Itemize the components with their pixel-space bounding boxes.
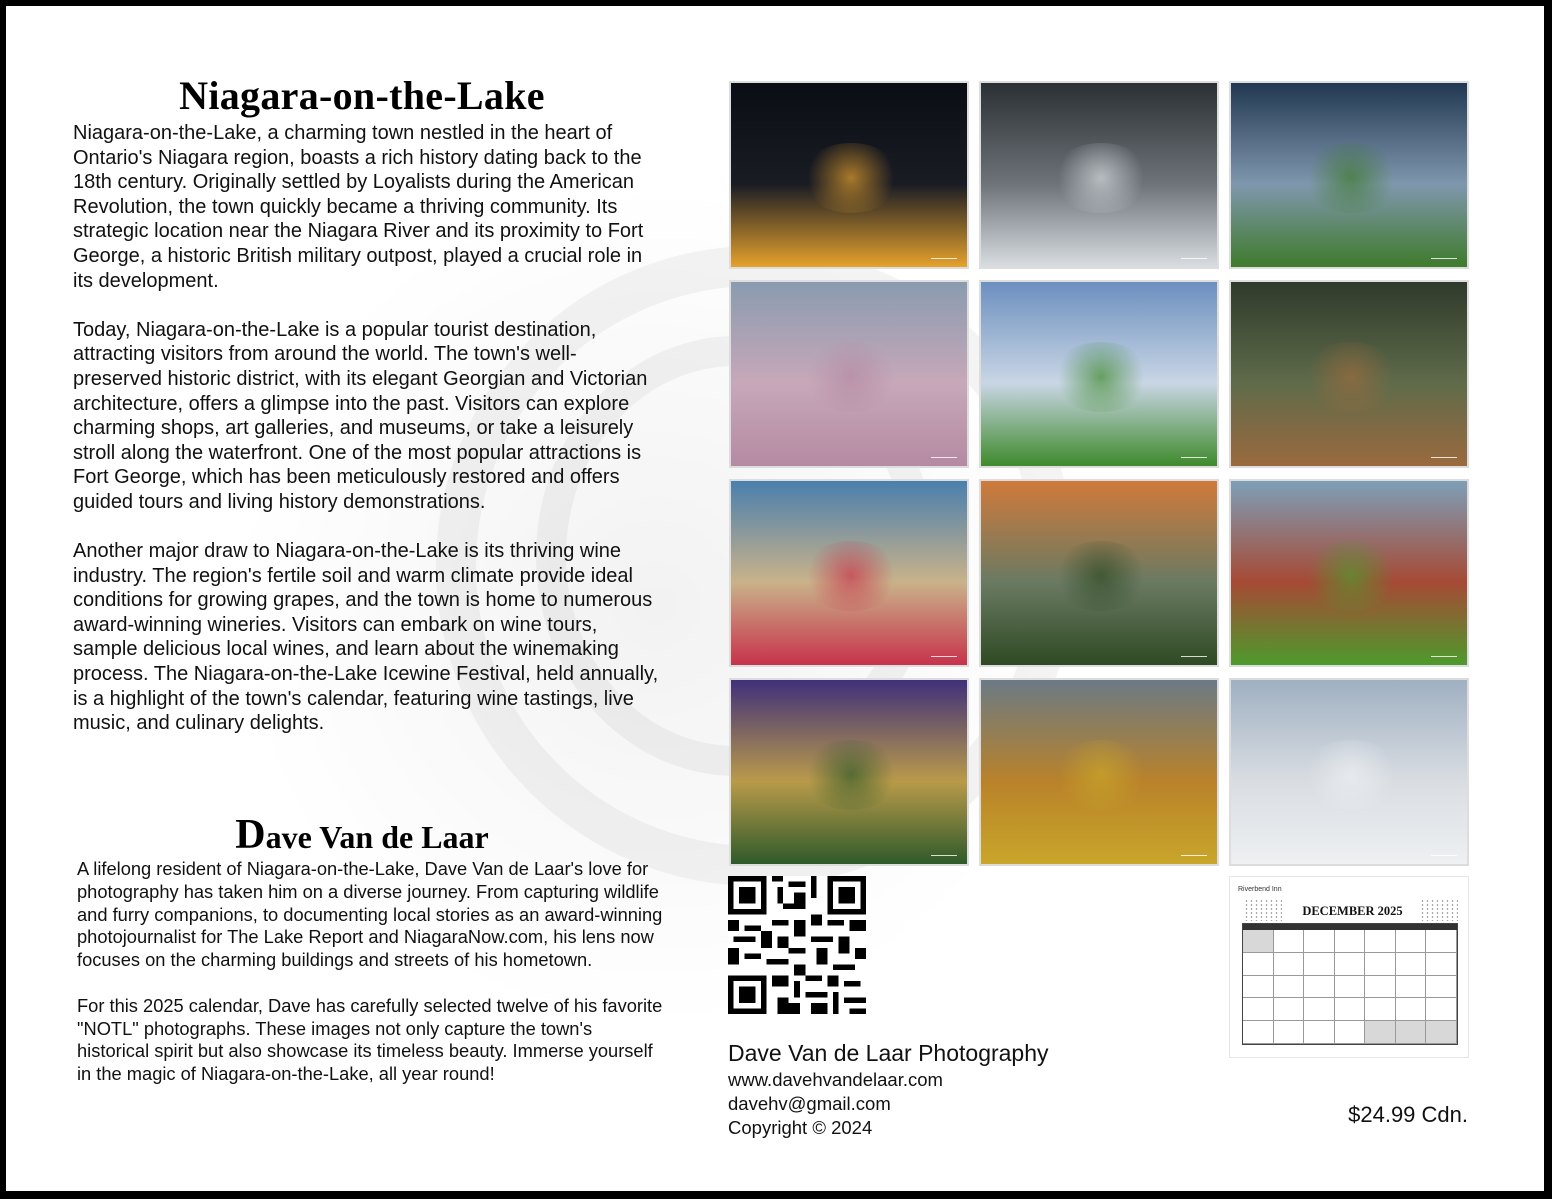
calendar-photo [729,81,969,269]
day-cell [1365,998,1396,1021]
photographer-signature-mark [1431,849,1457,856]
calendar-photo [729,678,969,866]
day-cell [1396,953,1427,976]
photographer-signature-mark [931,252,957,259]
author-heading-initial: D [235,812,266,858]
photo-highlight [1301,143,1401,213]
day-cell [1396,976,1427,999]
day-cell [1396,930,1427,953]
photo-highlight [1051,740,1151,810]
photo-highlight [1051,541,1151,611]
calendar-photo [979,81,1219,269]
calendar-preview-place: Riverbend Inn [1238,886,1282,893]
day-cell [1304,998,1335,1021]
next-month-mini [1420,899,1458,921]
calendar-page-preview [1229,876,1469,1058]
day-cell [1274,930,1305,953]
calendar-photo [729,479,969,667]
calendar-photo [979,479,1219,667]
intro-paragraph-tourism: Today, Niagara-on-the-Lake is a popular tourist destination, attracting visitors from around the world. The town's well-preserved historic district, with its elegant Georgian and Victorian architecture, offers a glimpse into the past. Visitors can explore charming shops, art galleries, and museums, or take a leisurely stroll along the waterfront. One of the most popular attractions is Fort George, which has been meticulously restored and offers guided tours and living history demonstrations. [73,318,648,513]
day-cell [1243,1021,1274,1044]
day-cell [1365,1021,1396,1044]
calendar-photo [1229,678,1469,866]
photographer-signature-mark [1181,451,1207,458]
photo-highlight [1301,541,1401,611]
day-cell [1335,953,1366,976]
previous-month-mini [1244,899,1282,921]
day-cell [1243,998,1274,1021]
day-cell [1304,976,1335,999]
bio-paragraph: A lifelong resident of Niagara-on-the-Lake, Dave Van de Laar's love for photography has taken him on a diverse journey. From capturing wildlife and furry companions, to documenting local stories as an award-winning photojournalist for The Lake Report and NiagaraNow.com, his lens now focuses on the charming buildings and streets of his hometown. [77,858,663,971]
email-link[interactable]: davehv@gmail.com [728,1093,891,1114]
page-title: Niagara-on-the-Lake [179,73,545,118]
photo-highlight [1051,342,1151,412]
photo-highlight [801,740,901,810]
day-cell [1426,1021,1457,1044]
day-cell [1274,1021,1305,1044]
photo-highlight [801,342,901,412]
day-cell [1304,1021,1335,1044]
photographer-signature-mark [1431,451,1457,458]
day-cell [1365,953,1396,976]
day-cell [1304,930,1335,953]
photographer-signature-mark [1431,252,1457,259]
calendar-back-cover [6,6,1544,1191]
day-cell [1335,976,1366,999]
intro-paragraph-history: Niagara-on-the-Lake, a charming town nestled in the heart of Ontario's Niagara region, boasts a rich history dating back to the 18th century. Originally settled by Loyalists during the American Revolution, the town quickly became a thriving community. Its strategic location near the Niagara River and its proximity to Fort George, a historic British military outpost, played a crucial role in its development. [73,122,644,292]
photo-highlight [801,143,901,213]
calendar-photo [729,280,969,468]
day-cell [1335,1021,1366,1044]
author-heading-rest: ave Van de Laar [265,819,489,855]
day-cell [1243,953,1274,976]
photo-highlight [1301,740,1401,810]
day-cell [1335,930,1366,953]
photographer-signature-mark [931,451,957,458]
author-heading [106,811,618,859]
calendar-photo [979,678,1219,866]
photographer-signature-mark [931,650,957,657]
day-cell [1274,998,1305,1021]
day-cell [1304,953,1335,976]
calendar-preview-month: DECEMBER 2025 [1302,904,1403,918]
bio-paragraph-calendar: For this 2025 calendar, Dave has carefully selected twelve of his favorite "NOTL" photographs. These images not only capture the town's historical spirit but also showcase its timeless beauty. Immerse yourself in the magic of Niagara-on-the-Lake, all year round! [77,994,663,1085]
qr-code-icon [728,876,866,1014]
photo-highlight [1051,143,1151,213]
photographer-signature-mark [1181,252,1207,259]
photographer-signature-mark [1181,849,1207,856]
day-cell [1243,930,1274,953]
day-cell [1426,976,1457,999]
calendar-photo [1229,280,1469,468]
intro-paragraph-wine: Another major draw to Niagara-on-the-Lake is its thriving wine industry. The region's fertile soil and warm climate provide ideal conditions for growing grapes, and the town is home to numerous award-winning wineries. Visitors can embark on wine tours, sample delicious local wines, and learn about the winemaking process. The Niagara-on-the-Lake Icewine Festival, held annually, is a highlight of the town's calendar, featuring wine tastings, live music, and culinary delights. [73,540,659,735]
website-link[interactable]: www.davehvandelaar.com [728,1069,943,1090]
copyright-text: Copyright © 2024 [728,1117,873,1138]
day-cell [1274,953,1305,976]
day-cell [1365,930,1396,953]
day-cell [1335,998,1366,1021]
studio-name: Dave Van de Laar Photography [728,1040,1049,1066]
contact-block [728,1038,1148,1140]
intro-text [73,121,663,760]
calendar-photo [1229,81,1469,269]
author-bio [77,858,667,1109]
day-cell [1396,1021,1427,1044]
calendar-photo [1229,479,1469,667]
photo-highlight [1301,342,1401,412]
day-cell [1396,998,1427,1021]
day-cell [1426,998,1457,1021]
photographer-signature-mark [1431,650,1457,657]
photographer-signature-mark [1181,650,1207,657]
price-label: $24.99 Cdn. [1348,1102,1468,1127]
day-cell [1426,953,1457,976]
day-cell [1365,976,1396,999]
calendar-preview-grid [1242,923,1458,1045]
photo-highlight [801,541,901,611]
day-cell [1243,976,1274,999]
photographer-signature-mark [931,849,957,856]
day-cell [1274,976,1305,999]
day-cell [1426,930,1457,953]
calendar-photo [979,280,1219,468]
